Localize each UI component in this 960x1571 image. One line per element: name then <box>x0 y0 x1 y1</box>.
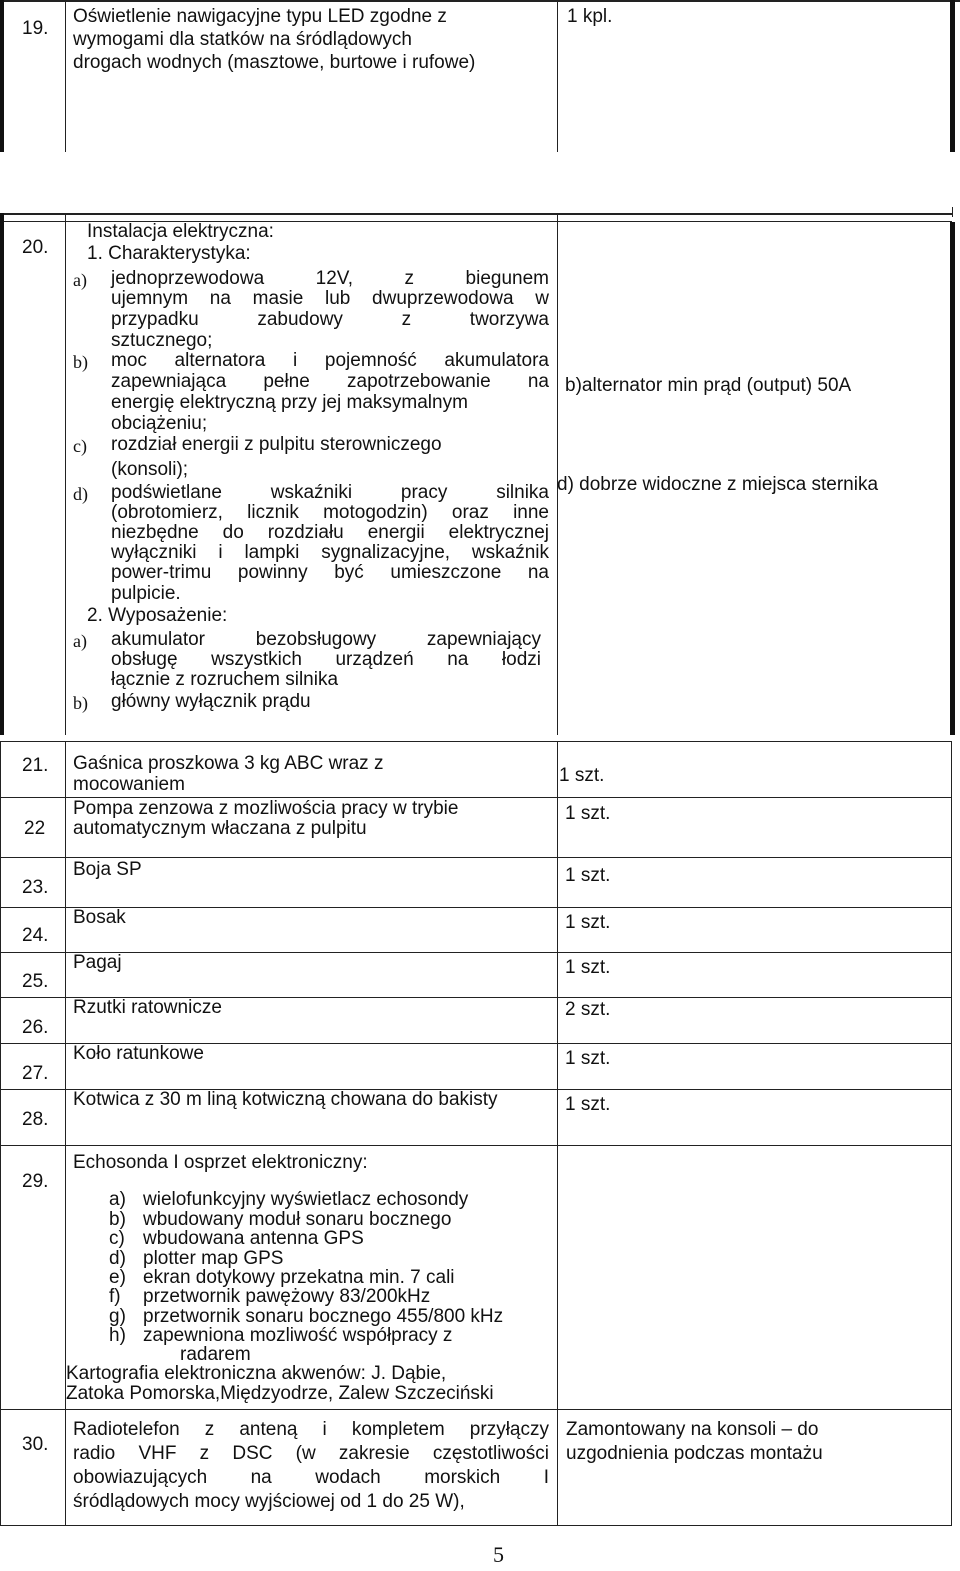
list-marker: d) <box>73 484 88 504</box>
row-number: 30. <box>22 1434 49 1455</box>
list-marker: c) <box>109 1228 125 1249</box>
list-text: ekran dotykowy przekatna min. 7 cali <box>143 1267 455 1288</box>
cartography-line: Kartografia elektroniczna akwenów: J. Dąbie, <box>66 1363 447 1384</box>
item-description: drogach wodnych (masztowe, burtowe i rufowe) <box>73 52 476 73</box>
list-marker: h) <box>109 1325 126 1346</box>
divider-col1-top <box>65 0 66 152</box>
item-description: Radiotelefon z anteną i kompletem przyłączy <box>73 1419 549 1440</box>
list-text: jednoprzewodowa 12V, z biegunem <box>111 268 549 289</box>
item-quantity: 2 szt. <box>565 999 611 1020</box>
item-description: automatycznym właczana z pulpitu <box>73 818 367 839</box>
border-right-thick-top <box>950 0 955 152</box>
list-marker: b) <box>73 352 88 372</box>
border-left-thick-top <box>0 0 4 152</box>
list-text: (konsoli); <box>111 459 189 480</box>
page-number: 5 <box>493 1542 504 1567</box>
row-divider <box>0 1409 952 1410</box>
item-description: Pagaj <box>73 952 122 973</box>
list-marker: f) <box>109 1286 121 1307</box>
item-description: śródlądowych mocy wyjściowej od 1 do 25 W), <box>73 1491 465 1512</box>
row30-note: uzgodnienia podczas montażu <box>566 1443 823 1464</box>
list-marker: b) <box>73 693 88 713</box>
row-divider <box>0 1145 952 1146</box>
list-text: energię elektryczną przy jej maksymalnym <box>111 392 468 413</box>
item-description: Oświetlenie nawigacyjne typu LED zgodne z <box>73 6 447 27</box>
row20-note-d: d) dobrze widoczne z miejsca sternika <box>557 474 879 495</box>
cartography-line: Zatoka Pomorska,Międzyodrze, Zalew Szczeciński <box>66 1383 494 1404</box>
subsection-title: 1. Charakterystyka: <box>87 243 251 264</box>
list-text: zapewniająca pełne zapotrzebowanie na <box>111 371 549 392</box>
border-row20-top <box>0 213 952 215</box>
list-text: pulpicie. <box>111 583 181 604</box>
item-description: Gaśnica proszkowa 3 kg ABC wraz z <box>73 753 384 774</box>
border-lower-top <box>0 741 952 742</box>
item-description: Pompa zenzowa z mozliwościa pracy w trybie <box>73 798 459 819</box>
list-marker: g) <box>109 1306 126 1327</box>
item-quantity: 1 szt. <box>565 1048 611 1069</box>
row-number: 24. <box>22 925 49 946</box>
subsection-title: 2. Wyposażenie: <box>87 605 228 626</box>
list-text: akumulator bezobsługowy zapewniający <box>111 629 541 650</box>
row30-note: Zamontowany na konsoli – do <box>566 1419 819 1440</box>
border-left-thick-mid <box>0 213 4 735</box>
section-title: Instalacja elektryczna: <box>87 221 274 242</box>
list-marker: a) <box>73 270 87 290</box>
item-description: mocowaniem <box>73 774 185 795</box>
row-number: 28. <box>22 1109 49 1130</box>
list-marker: d) <box>109 1248 126 1269</box>
list-marker: a) <box>73 631 87 651</box>
item-description: Koło ratunkowe <box>73 1043 204 1064</box>
row-number: 25. <box>22 971 49 992</box>
list-text: obsługę wszystkich urządzeń na łodzi <box>111 649 541 670</box>
item-quantity: 1 kpl. <box>567 6 613 27</box>
list-text: rozdział energii z pulpitu sterowniczego <box>111 434 442 455</box>
item-description: Rzutki ratownicze <box>73 997 222 1018</box>
list-text: przetwornik pawężowy 83/200kHz <box>143 1286 431 1307</box>
border-lower-bottom <box>0 1525 952 1526</box>
row-number: 19. <box>22 18 49 39</box>
border-right-thick-mid <box>950 222 955 735</box>
item-description: wymogami dla statków na śródlądowych <box>73 29 412 50</box>
list-text: zapewniona mozliwość współpracy z <box>143 1325 453 1346</box>
list-text: radarem <box>180 1344 251 1365</box>
list-text: przetwornik sonaru bocznego 455/800 kHz <box>143 1306 504 1327</box>
list-text: ujemnym na masie lub dwuprzewodowa w <box>111 288 549 309</box>
row-number: 20. <box>22 237 49 258</box>
list-text: podświetlane wskaźniki pracy silnika <box>111 482 549 503</box>
item-description: Boja SP <box>73 859 142 880</box>
item-quantity: 1 szt. <box>565 1094 611 1115</box>
list-text: (obrotomierz, licznik motogodzin) oraz inne <box>111 502 549 523</box>
row-number: 23. <box>22 877 49 898</box>
divider-col2-top <box>557 0 558 152</box>
list-marker: e) <box>109 1267 126 1288</box>
row-number: 27. <box>22 1063 49 1084</box>
item-quantity: 1 szt. <box>565 865 611 886</box>
list-text: obciążeniu; <box>111 413 208 434</box>
divider-col1-mid <box>65 213 66 735</box>
tick-right-top <box>952 207 953 217</box>
item-quantity: 1 szt. <box>565 957 611 978</box>
list-marker: b) <box>109 1209 126 1230</box>
list-text: wielofunkcyjny wyświetlacz echosondy <box>143 1189 469 1210</box>
row-divider <box>0 907 952 908</box>
row-number: 22 <box>24 818 46 839</box>
item-quantity: 1 szt. <box>559 765 605 786</box>
item-description: radio VHF z DSC (w zakresie częstotliwości <box>73 1443 549 1464</box>
list-text: power-trimu powinny być umieszczone na <box>111 562 549 583</box>
row-number: 26. <box>22 1017 49 1038</box>
list-text: główny wyłącznik prądu <box>111 691 311 712</box>
list-text: przypadku zabudowy z tworzywa <box>111 309 549 330</box>
row-divider <box>0 857 952 858</box>
item-description: Kotwica z 30 m liną kotwiczną chowana do bakisty <box>73 1089 498 1110</box>
section-title: Echosonda I osprzet elektroniczny: <box>73 1152 368 1173</box>
item-quantity: 1 szt. <box>565 912 611 933</box>
row-divider <box>0 952 952 953</box>
list-text: wbudowana antenna GPS <box>143 1228 364 1249</box>
item-description: obowiazujących na wodach morskich I <box>73 1467 549 1488</box>
item-quantity: 1 szt. <box>565 803 611 824</box>
list-text: łącznie z rozruchem silnika <box>111 669 339 690</box>
list-text: sztucznego; <box>111 330 213 351</box>
list-text: wyłączniki i lampki sygnalizacyjne, wskaźnik <box>111 542 549 563</box>
border-top <box>0 0 960 2</box>
list-text: wbudowany moduł sonaru bocznego <box>143 1209 452 1230</box>
row-number: 29. <box>22 1171 49 1192</box>
item-description: Bosak <box>73 907 126 928</box>
list-text: moc alternatora i pojemność akumulatora <box>111 350 549 371</box>
list-text: plotter map GPS <box>143 1248 284 1269</box>
list-marker: c) <box>73 436 87 456</box>
list-text: niezbędne do rozdziału energii elektrycznej <box>111 522 549 543</box>
row20-note-b: b)alternator min prąd (output) 50A <box>565 375 852 396</box>
row-number: 21. <box>22 755 49 776</box>
list-marker: a) <box>109 1189 126 1210</box>
